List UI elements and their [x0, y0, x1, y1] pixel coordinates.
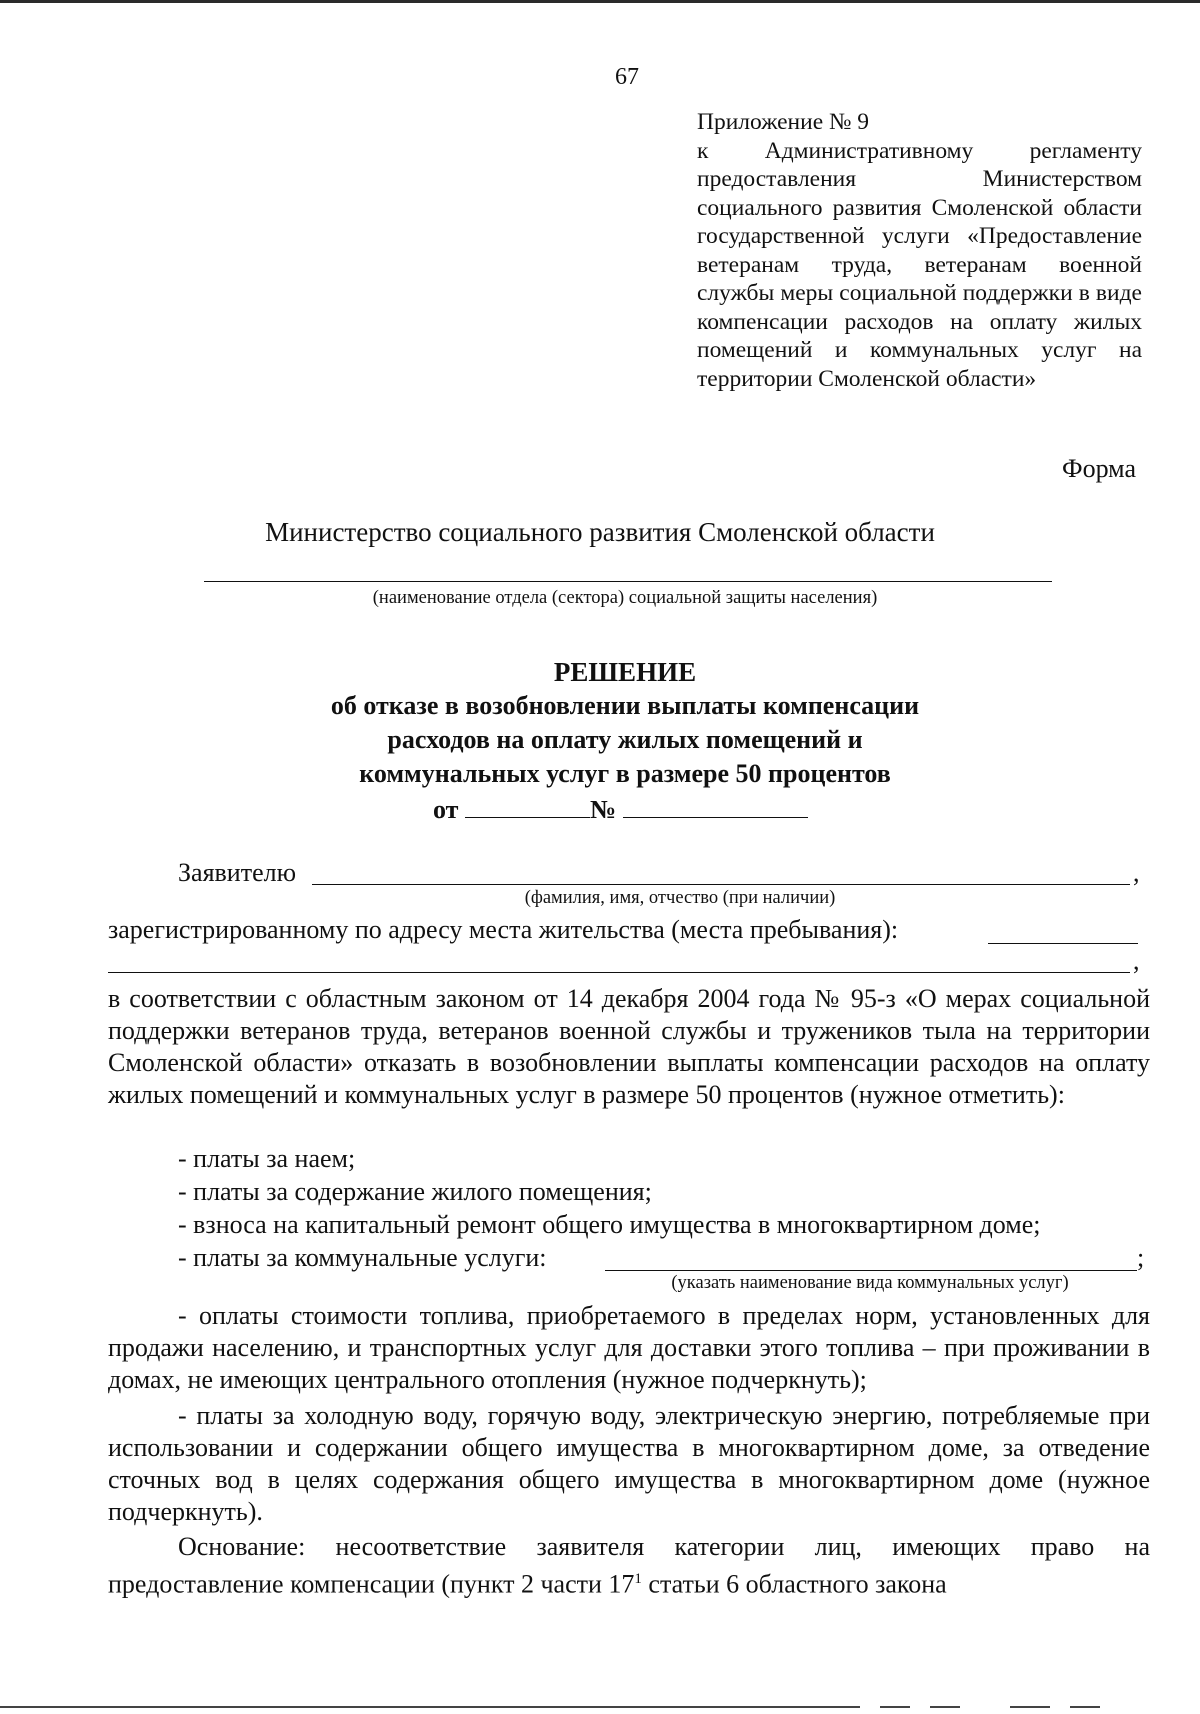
address-line-1 — [988, 943, 1138, 944]
ministry-name: Министерство социального развития Смоленской области — [265, 517, 935, 547]
department-line — [204, 581, 1052, 582]
decision-date-line — [433, 795, 808, 825]
utilities-caption: (указать наименование вида коммунальных услуг) — [671, 1273, 1069, 1293]
scan-bottom-dash — [880, 1706, 910, 1708]
annex-body: к Административному регламенту предоставления Министерством социального развития Смоленской области государственной услуги «Предоставление ветеранам труда, ветеранам военной службы меры социальной поддержки в виде компенсации расходов на оплату жилых помещений и коммунальных услуг на территории Смоленской области» — [697, 137, 1142, 392]
decision-title: РЕШЕНИЕ — [553, 657, 697, 687]
department-caption: (наименование отдела (сектора) социальной защиты населения) — [372, 588, 878, 608]
decision-subtitle-1: об отказе в возобновлении выплаты компенсации — [330, 691, 920, 720]
water-paragraph: - платы за холодную воду, горячую воду, электрическую энергию, потребляемые при использовании и содержании общего имущества в многоквартирном доме, за отведение сточных вод в целях содержания общего имущества в многоквартирном доме (нужное подчеркнуть). — [108, 1401, 1150, 1526]
decision-subtitle-2: расходов на оплату жилых помещений и — [387, 725, 863, 754]
page-number: 67 — [615, 64, 639, 90]
number-blank — [623, 817, 808, 818]
basis-text: Основание: несоответствие заявителя категории лиц, имеющих право на предоставление компенсации (пункт 2 части 17 — [108, 1532, 1150, 1599]
decision-subtitle-3: коммунальных услуг в размере 50 процентов — [359, 759, 891, 788]
scan-bottom-dash — [930, 1706, 960, 1708]
scan-top-edge — [0, 0, 1200, 3]
utilities-line — [605, 1270, 1137, 1271]
number-sign: № — [589, 795, 617, 824]
address-label: зарегистрированному по адресу места жительства (места пребывания): — [108, 915, 899, 944]
applicant-caption: (фамилия, имя, отчество (при наличии) — [524, 888, 836, 908]
scan-bottom-dash — [1070, 1706, 1100, 1708]
date-blank — [465, 817, 590, 818]
form-label: Форма — [1062, 454, 1136, 483]
scan-bottom-dash — [1010, 1706, 1050, 1708]
item-capital-repair: - взноса на капитальный ремонт общего имущества в многоквартирном доме; — [178, 1210, 1041, 1239]
basis-tail: статьи 6 областного закона — [641, 1569, 947, 1599]
applicant-label: Заявителю — [178, 858, 297, 887]
annex-block — [697, 108, 1142, 393]
scan-bottom-edge — [0, 1706, 860, 1708]
item-utilities: - платы за коммунальные услуги: — [178, 1243, 547, 1272]
main-paragraph: в соответствии с областным законом от 14 декабря 2004 года № 95-з «О мерах социальной поддержки ветеранов труда, ветеранов военной службы и тружеников тыла на территории Смоленской области» отказать в возобновлении выплаты компенсации расходов на оплату жилых помещений и коммунальных услуг в размере 50 процентов (нужное отметить): — [108, 984, 1150, 1109]
address-comma: , — [1133, 946, 1140, 975]
item-rent: - платы за наем; — [178, 1144, 356, 1173]
applicant-comma: , — [1133, 858, 1140, 887]
annex-title: Приложение № 9 — [697, 109, 870, 135]
applicant-name-line — [312, 884, 1130, 885]
decision-heading — [0, 655, 1200, 791]
address-line-2 — [108, 972, 1130, 973]
fuel-paragraph: - оплаты стоимости топлива, приобретаемого в пределах норм, установленных для продажи населению, и транспортных услуг для доставки этого топлива – при проживании в домах, не имеющих центрального отопления (нужное подчеркнуть); — [108, 1301, 1150, 1394]
basis-paragraph — [108, 1531, 1150, 1601]
basis-superscript: 1 — [634, 1571, 642, 1587]
item-maintenance: - платы за содержание жилого помещения; — [178, 1177, 652, 1206]
from-label: от — [433, 795, 459, 824]
utilities-semicolon: ; — [1137, 1243, 1145, 1272]
